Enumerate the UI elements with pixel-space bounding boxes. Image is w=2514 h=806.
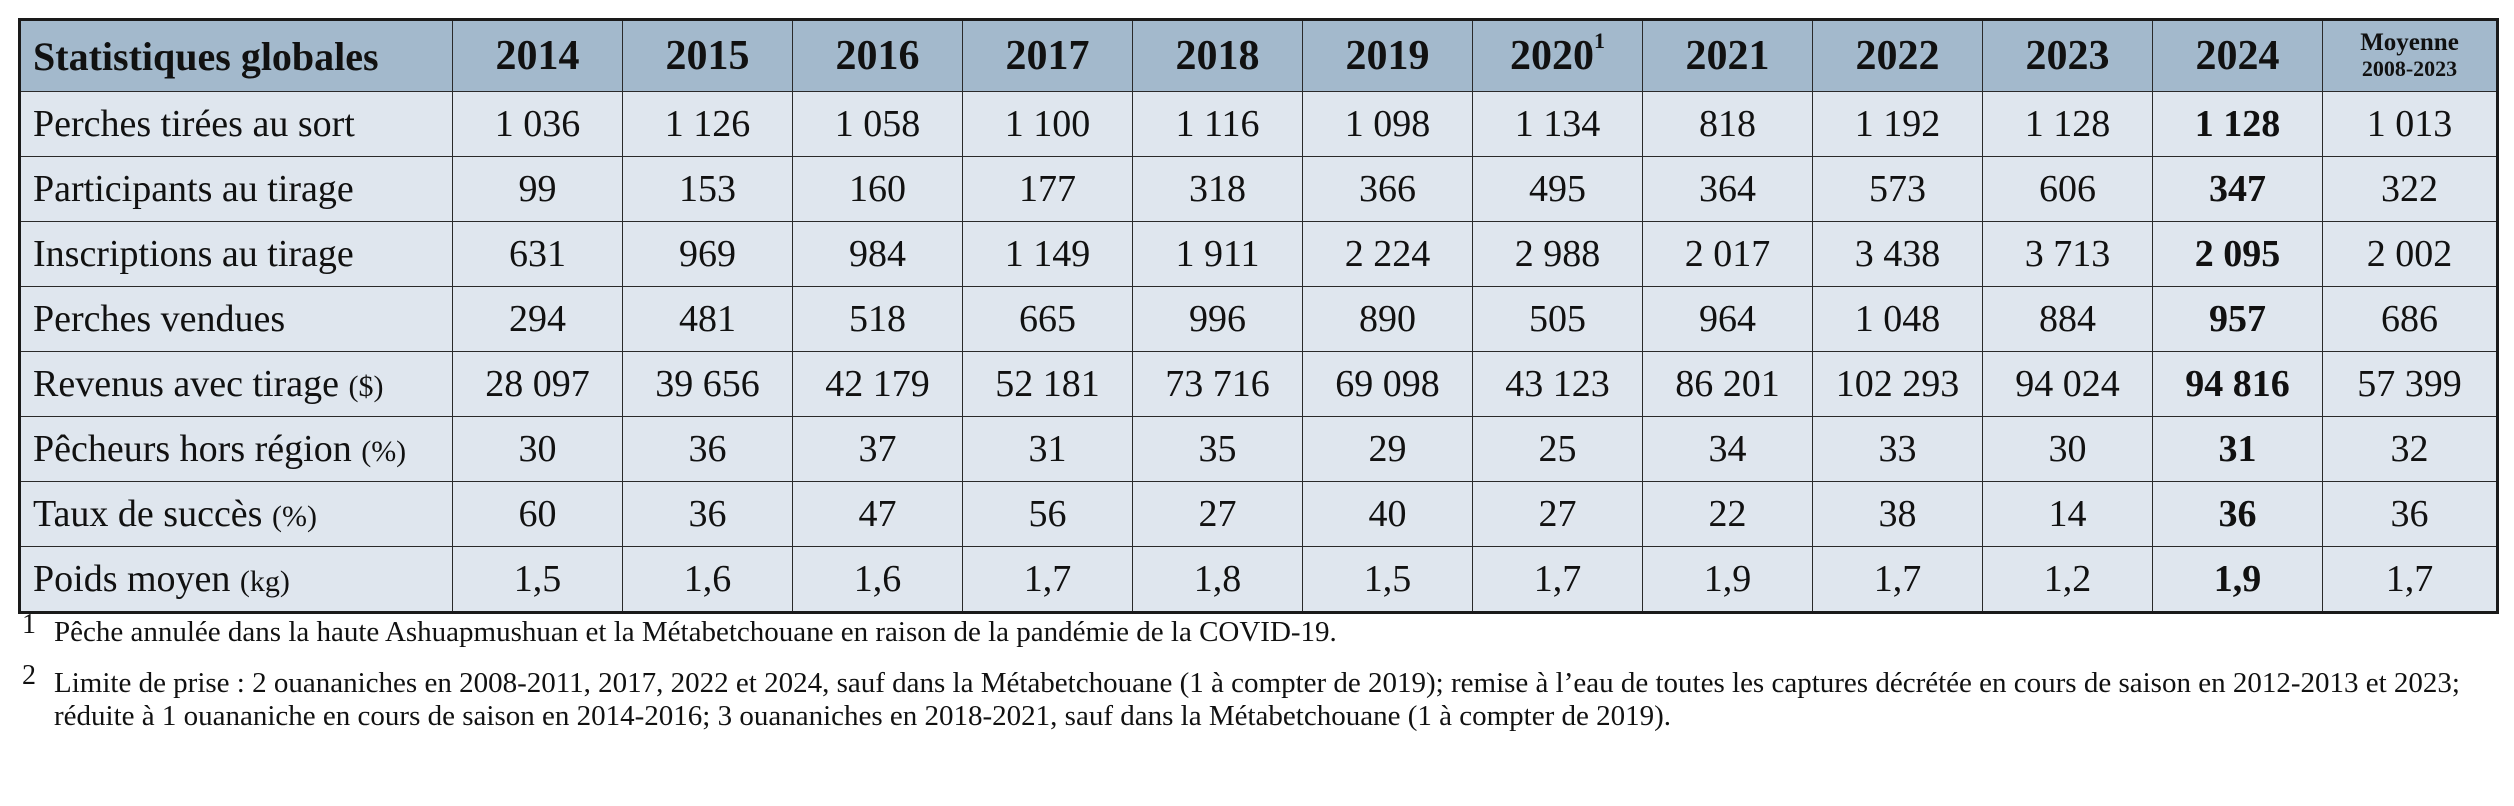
table-cell: 1,5 bbox=[453, 547, 623, 613]
footnotes bbox=[22, 609, 2492, 751]
table-cell: 2 224 bbox=[1303, 222, 1473, 287]
table-cell: 94 024 bbox=[1983, 352, 2153, 417]
table-cell: 665 bbox=[963, 287, 1133, 352]
table-cell: 69 098 bbox=[1303, 352, 1473, 417]
row-label bbox=[20, 352, 453, 417]
table-cell: 52 181 bbox=[963, 352, 1133, 417]
table-cell: 1 128 bbox=[2153, 92, 2323, 157]
table-cell: 1 058 bbox=[793, 92, 963, 157]
row-label-text: Participants au tirage bbox=[33, 168, 354, 210]
footnote-text: Limite de prise : 2 ouananiches en 2008-2011, 2017, 2022 et 2024, sauf dans la Métabetchouane (1 à compter de 2019); remise à l’eau de toutes les captures décrétée en cours de saison en 2012-2013 et 2023; réduite à 1 ouananiche en cours de saison en 2014-2016; 3 ouananiches en 2018-2021, sauf dans la Métabetchouane (1 à compter de 2019). bbox=[54, 667, 2460, 732]
table-cell: 505 bbox=[1473, 287, 1643, 352]
year-2020-label: 2020 bbox=[1510, 33, 1594, 79]
footnote-1 bbox=[22, 609, 2492, 649]
table-header-label: Statistiques globales bbox=[20, 20, 453, 92]
table-row bbox=[20, 547, 2498, 613]
table-cell: 969 bbox=[623, 222, 793, 287]
table-cell: 27 bbox=[1133, 482, 1303, 547]
column-header-year: 2022 bbox=[1813, 20, 1983, 92]
table-cell: 43 123 bbox=[1473, 352, 1643, 417]
table-cell: 94 816 bbox=[2153, 352, 2323, 417]
table-row bbox=[20, 482, 2498, 547]
row-label-text: Perches vendues bbox=[33, 298, 286, 340]
table-cell: 33 bbox=[1813, 417, 1983, 482]
row-unit: ($) bbox=[348, 370, 384, 403]
table-cell: 364 bbox=[1643, 157, 1813, 222]
global-statistics-table bbox=[18, 18, 2499, 614]
row-label bbox=[20, 157, 453, 222]
statistics-table-container bbox=[18, 18, 2496, 614]
table-cell: 347 bbox=[2153, 157, 2323, 222]
table-cell: 42 179 bbox=[793, 352, 963, 417]
average-cell: 36 bbox=[2323, 482, 2498, 547]
column-header-year-2020 bbox=[1473, 20, 1643, 92]
table-cell: 36 bbox=[2153, 482, 2323, 547]
table-cell: 957 bbox=[2153, 287, 2323, 352]
table-cell: 1 126 bbox=[623, 92, 793, 157]
table-cell: 38 bbox=[1813, 482, 1983, 547]
table-cell: 1 048 bbox=[1813, 287, 1983, 352]
average-period: 2008-2023 bbox=[2361, 56, 2458, 81]
row-unit: (%) bbox=[361, 435, 407, 468]
table-row bbox=[20, 92, 2498, 157]
table-cell: 2 017 bbox=[1643, 222, 1813, 287]
table-cell: 36 bbox=[623, 417, 793, 482]
table-cell: 1 036 bbox=[453, 92, 623, 157]
row-label bbox=[20, 222, 453, 287]
table-cell: 22 bbox=[1643, 482, 1813, 547]
row-label bbox=[20, 92, 453, 157]
table-cell: 99 bbox=[453, 157, 623, 222]
column-header-average bbox=[2323, 20, 2498, 92]
table-cell: 1 149 bbox=[963, 222, 1133, 287]
row-unit: (%) bbox=[271, 500, 317, 533]
table-cell: 73 716 bbox=[1133, 352, 1303, 417]
footnote-marker: 1 bbox=[1594, 28, 1605, 53]
table-cell: 964 bbox=[1643, 287, 1813, 352]
average-cell: 322 bbox=[2323, 157, 2498, 222]
row-label-text: Poids moyen bbox=[33, 558, 231, 600]
column-header-year: 2016 bbox=[793, 20, 963, 92]
table-cell: 29 bbox=[1303, 417, 1473, 482]
table-cell: 481 bbox=[623, 287, 793, 352]
average-cell: 1 013 bbox=[2323, 92, 2498, 157]
table-row bbox=[20, 352, 2498, 417]
table-cell: 102 293 bbox=[1813, 352, 1983, 417]
table-cell: 573 bbox=[1813, 157, 1983, 222]
column-header-year: 2017 bbox=[963, 20, 1133, 92]
table-cell: 1,8 bbox=[1133, 547, 1303, 613]
table-cell: 1,7 bbox=[963, 547, 1133, 613]
table-cell: 34 bbox=[1643, 417, 1813, 482]
average-cell: 32 bbox=[2323, 417, 2498, 482]
column-header-year: 2019 bbox=[1303, 20, 1473, 92]
table-cell: 631 bbox=[453, 222, 623, 287]
column-header-year: 2015 bbox=[623, 20, 793, 92]
table-cell: 818 bbox=[1643, 92, 1813, 157]
table-cell: 86 201 bbox=[1643, 352, 1813, 417]
row-label bbox=[20, 287, 453, 352]
table-cell: 996 bbox=[1133, 287, 1303, 352]
table-cell: 890 bbox=[1303, 287, 1473, 352]
table-cell: 1 116 bbox=[1133, 92, 1303, 157]
table-cell: 984 bbox=[793, 222, 963, 287]
table-cell: 1 911 bbox=[1133, 222, 1303, 287]
table-header-row bbox=[20, 20, 2498, 92]
table-cell: 31 bbox=[963, 417, 1133, 482]
table-cell: 294 bbox=[453, 287, 623, 352]
table-cell: 30 bbox=[453, 417, 623, 482]
table-cell: 40 bbox=[1303, 482, 1473, 547]
table-cell: 36 bbox=[623, 482, 793, 547]
table-cell: 1,6 bbox=[623, 547, 793, 613]
table-cell: 39 656 bbox=[623, 352, 793, 417]
table-row bbox=[20, 157, 2498, 222]
column-header-year: 2023 bbox=[1983, 20, 2153, 92]
table-cell: 30 bbox=[1983, 417, 2153, 482]
table-cell: 14 bbox=[1983, 482, 2153, 547]
table-cell: 2 988 bbox=[1473, 222, 1643, 287]
column-header-year: 2021 bbox=[1643, 20, 1813, 92]
column-header-year: 2024 bbox=[2153, 20, 2323, 92]
table-cell: 1,5 bbox=[1303, 547, 1473, 613]
row-label-text: Revenus avec tirage bbox=[33, 363, 339, 405]
row-label-text: Inscriptions au tirage bbox=[33, 233, 354, 275]
footnote-text: Pêche annulée dans la haute Ashuapmushuan et la Métabetchouane en raison de la pandémie de la COVID-19. bbox=[54, 616, 1337, 648]
table-cell: 1,6 bbox=[793, 547, 963, 613]
table-cell: 366 bbox=[1303, 157, 1473, 222]
table-cell: 1 128 bbox=[1983, 92, 2153, 157]
column-header-year: 2018 bbox=[1133, 20, 1303, 92]
row-label bbox=[20, 547, 453, 613]
row-label-text: Pêcheurs hors région bbox=[33, 428, 352, 470]
average-cell: 57 399 bbox=[2323, 352, 2498, 417]
table-cell: 3 438 bbox=[1813, 222, 1983, 287]
table-cell: 1 100 bbox=[963, 92, 1133, 157]
footnote-number: 1 bbox=[22, 609, 36, 640]
row-label bbox=[20, 482, 453, 547]
table-cell: 1,9 bbox=[1643, 547, 1813, 613]
table-cell: 2 095 bbox=[2153, 222, 2323, 287]
table-cell: 153 bbox=[623, 157, 793, 222]
table-cell: 1 134 bbox=[1473, 92, 1643, 157]
table-cell: 60 bbox=[453, 482, 623, 547]
row-unit: (kg) bbox=[239, 565, 290, 598]
table-cell: 1,7 bbox=[1473, 547, 1643, 613]
row-label bbox=[20, 417, 453, 482]
average-cell: 686 bbox=[2323, 287, 2498, 352]
average-label: Moyenne bbox=[2360, 29, 2459, 56]
table-row bbox=[20, 222, 2498, 287]
table-cell: 35 bbox=[1133, 417, 1303, 482]
table-cell: 27 bbox=[1473, 482, 1643, 547]
table-cell: 56 bbox=[963, 482, 1133, 547]
table-cell: 495 bbox=[1473, 157, 1643, 222]
table-cell: 3 713 bbox=[1983, 222, 2153, 287]
table-cell: 1,2 bbox=[1983, 547, 2153, 613]
footnote-number: 2 bbox=[22, 660, 36, 691]
table-cell: 606 bbox=[1983, 157, 2153, 222]
table-cell: 318 bbox=[1133, 157, 1303, 222]
footnote-2 bbox=[22, 660, 2492, 733]
row-label-text: Taux de succès bbox=[33, 493, 263, 535]
table-body bbox=[20, 92, 2498, 613]
table-cell: 1,7 bbox=[1813, 547, 1983, 613]
table-cell: 160 bbox=[793, 157, 963, 222]
table-cell: 1,9 bbox=[2153, 547, 2323, 613]
table-cell: 177 bbox=[963, 157, 1133, 222]
table-cell: 518 bbox=[793, 287, 963, 352]
table-cell: 1 192 bbox=[1813, 92, 1983, 157]
table-cell: 884 bbox=[1983, 287, 2153, 352]
average-cell: 1,7 bbox=[2323, 547, 2498, 613]
table-cell: 28 097 bbox=[453, 352, 623, 417]
table-cell: 31 bbox=[2153, 417, 2323, 482]
table-row bbox=[20, 417, 2498, 482]
column-header-year: 2014 bbox=[453, 20, 623, 92]
table-row bbox=[20, 287, 2498, 352]
table-cell: 37 bbox=[793, 417, 963, 482]
average-cell: 2 002 bbox=[2323, 222, 2498, 287]
table-cell: 47 bbox=[793, 482, 963, 547]
table-cell: 1 098 bbox=[1303, 92, 1473, 157]
row-label-text: Perches tirées au sort bbox=[33, 103, 355, 145]
table-cell: 25 bbox=[1473, 417, 1643, 482]
